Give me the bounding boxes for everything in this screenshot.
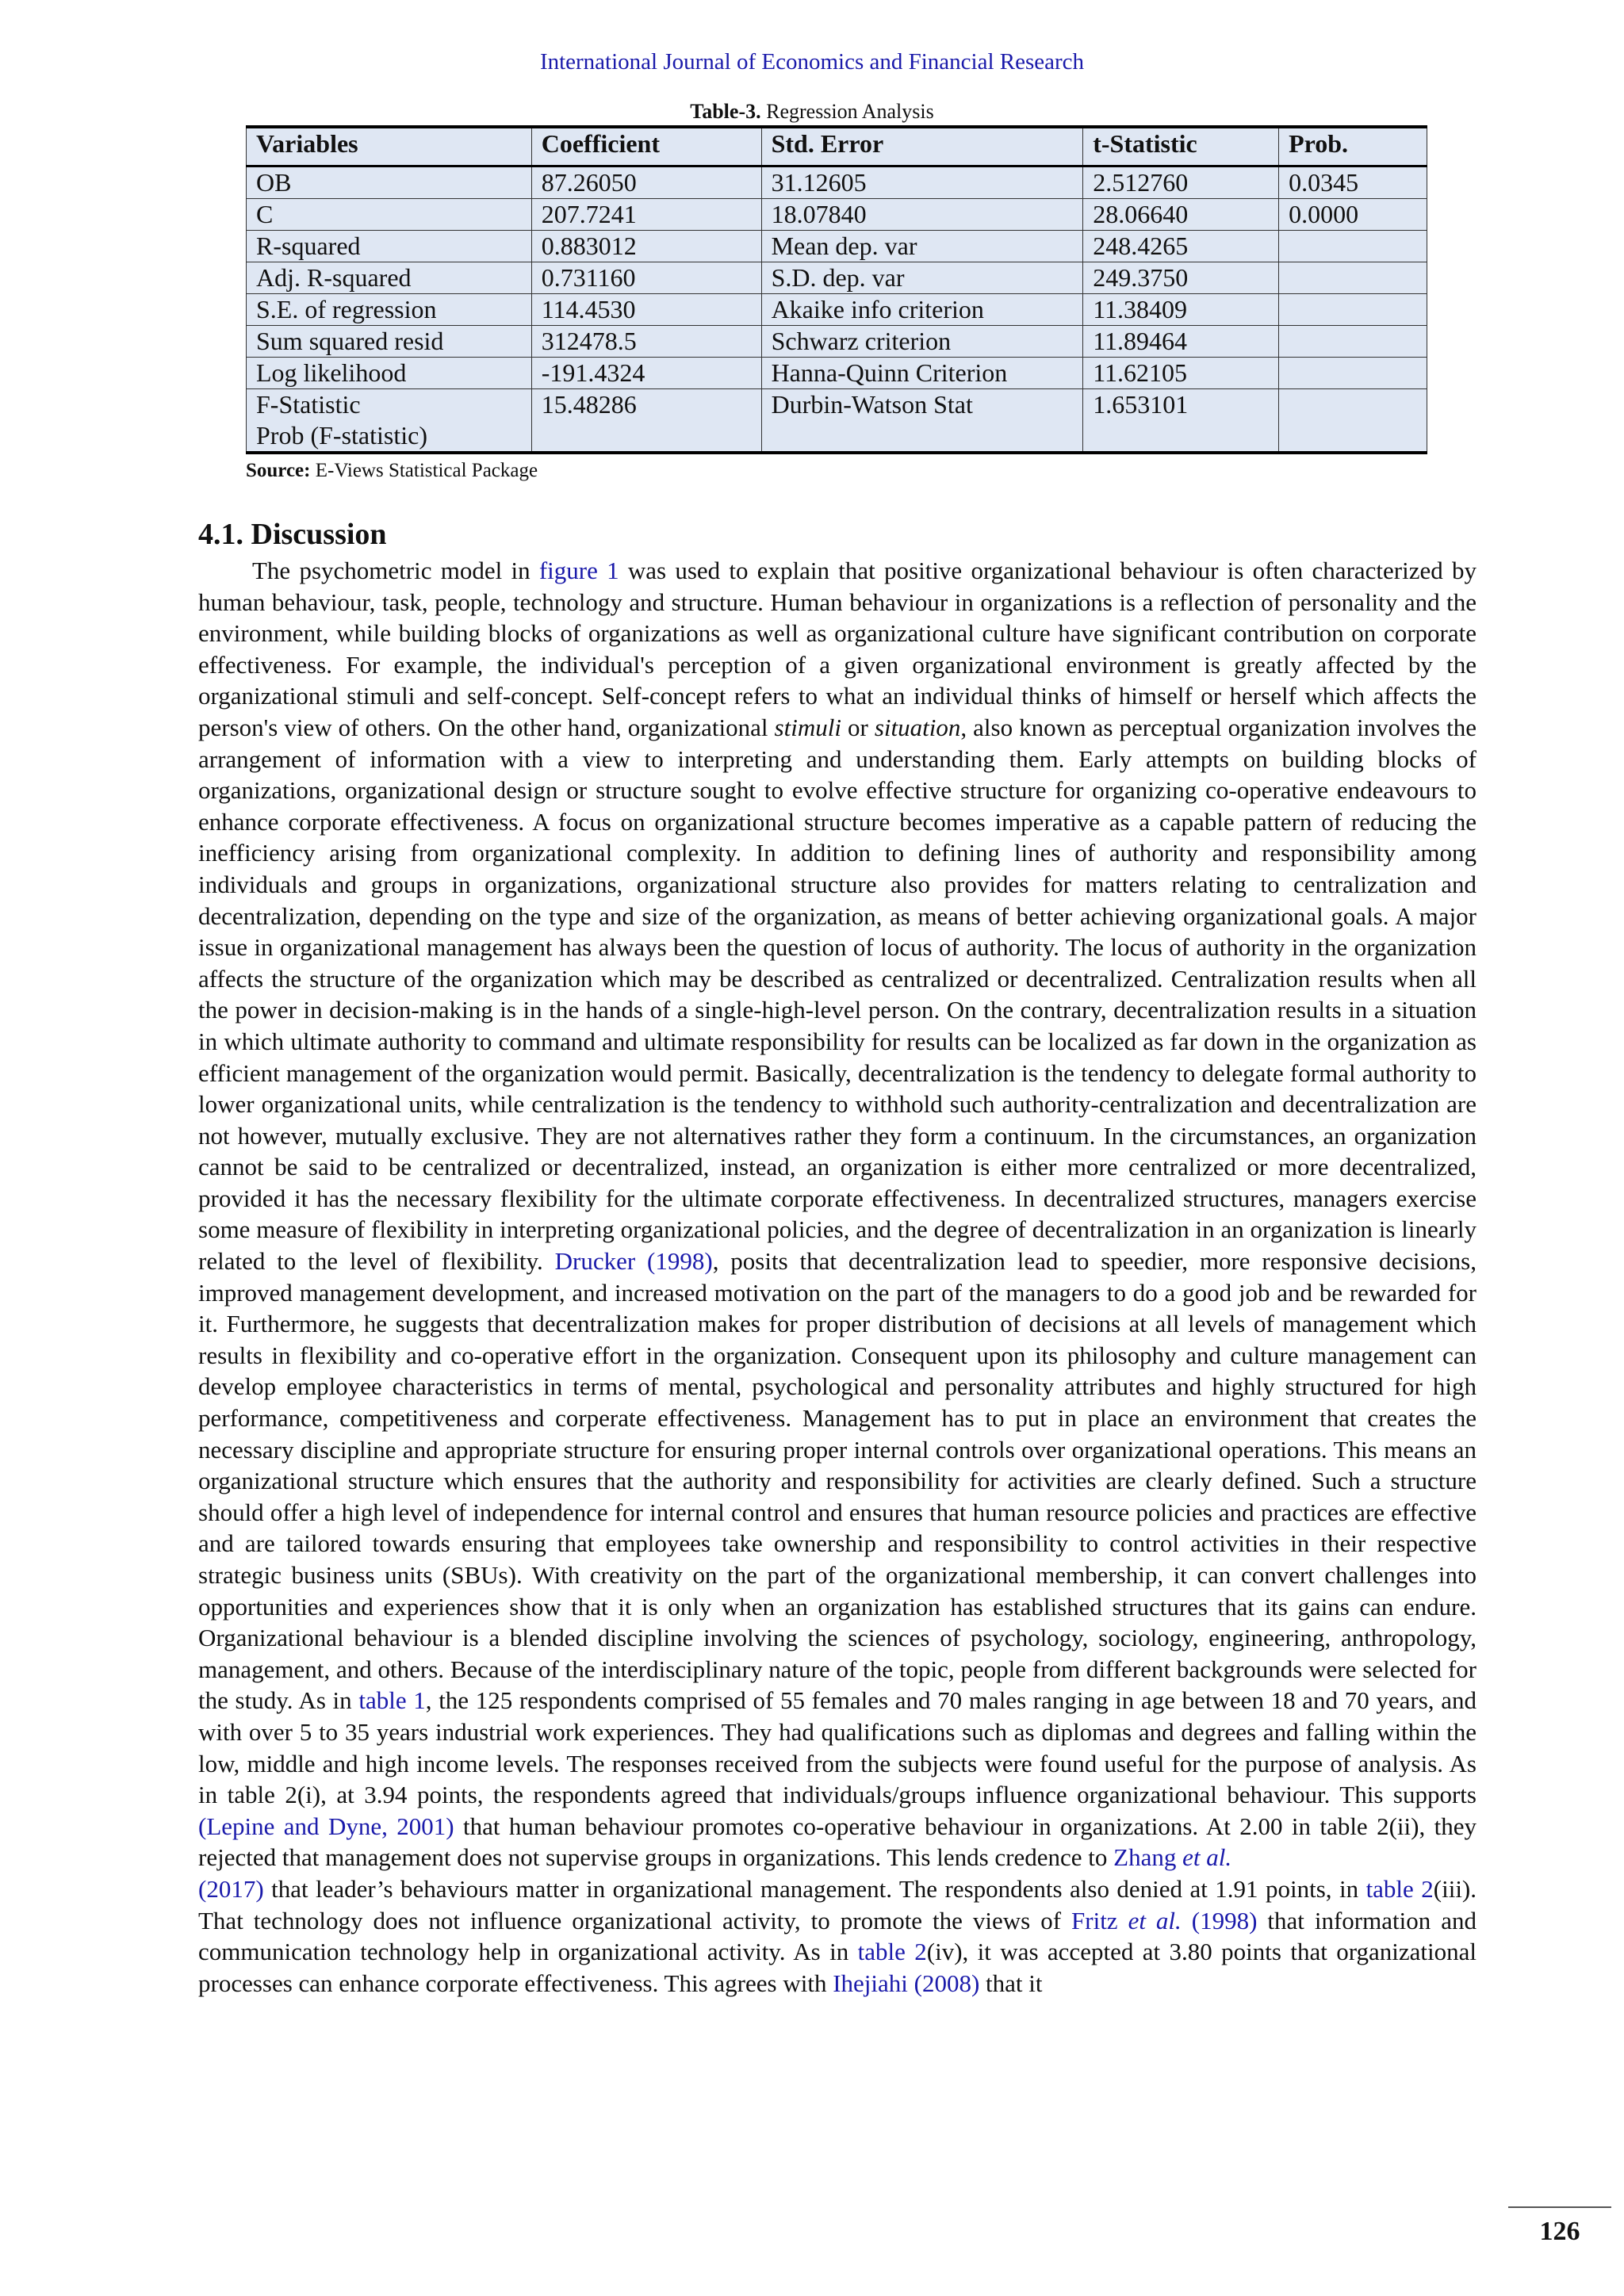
table-cell: 312478.5: [531, 326, 761, 358]
table-cell: [1279, 326, 1427, 358]
table-cell: Sum squared resid: [247, 326, 532, 358]
regression-table: [246, 125, 1427, 454]
table-row: [247, 262, 1427, 294]
table-cell: C: [247, 199, 532, 231]
table-cell: 28.06640: [1083, 199, 1279, 231]
table-caption-text: Regression Analysis: [760, 100, 934, 123]
source-text: E-Views Statistical Package: [310, 460, 538, 481]
table-cell: [1279, 389, 1427, 453]
table-row: [247, 294, 1427, 326]
table-cell: Durbin-Watson Stat: [761, 389, 1083, 453]
zhang-year-link[interactable]: (2017): [198, 1874, 264, 1903]
table-cell: Mean dep. var: [761, 231, 1083, 262]
table-cell: [1279, 231, 1427, 262]
table-cell: 18.07840: [761, 199, 1083, 231]
table-cell: 31.12605: [761, 166, 1083, 199]
lepine-citation-link[interactable]: (Lepine and Dyne, 2001): [198, 1812, 454, 1840]
table-cell: 11.62105: [1083, 358, 1279, 389]
table-cell: 114.4530: [531, 294, 761, 326]
fritz-year-link[interactable]: (1998): [1191, 1906, 1258, 1934]
table-cell: [1279, 358, 1427, 389]
table-cell: 0.731160: [531, 262, 761, 294]
header-cell: Std. Error: [761, 127, 1083, 166]
table-2-iv-link[interactable]: table 2: [857, 1938, 927, 1966]
table-row: [247, 358, 1427, 389]
table-cell: 0.0345: [1279, 166, 1427, 199]
drucker-citation-link[interactable]: Drucker (1998): [554, 1247, 713, 1276]
prob-f-statistic-label: Prob (F-statistic): [256, 421, 427, 450]
zhang-citation-link[interactable]: Zhang: [1113, 1843, 1177, 1872]
header-cell: t-Statistic: [1083, 127, 1279, 166]
header-cell: Prob.: [1279, 127, 1427, 166]
page-number: 126: [1539, 2217, 1580, 2246]
table-cell: Hanna-Quinn Criterion: [761, 358, 1083, 389]
table-cell: 248.4265: [1083, 231, 1279, 262]
table-cell: 0.883012: [531, 231, 761, 262]
fritz-et-al[interactable]: et al.: [1128, 1906, 1182, 1934]
ihejiahi-citation-link[interactable]: Ihejiahi (2008): [833, 1969, 980, 1997]
zhang-et-al[interactable]: et al.: [1182, 1843, 1232, 1872]
table-row: [247, 199, 1427, 231]
table-cell: Akaike info criterion: [761, 294, 1083, 326]
table-cell: [1279, 262, 1427, 294]
page-number-rule: [1508, 2206, 1611, 2208]
table-cell: 207.7241: [531, 199, 761, 231]
header-cell: Variables: [247, 127, 532, 166]
table-cell: 15.48286: [531, 389, 761, 453]
table-cell: 0.0000: [1279, 199, 1427, 231]
table-row: [247, 389, 1427, 453]
table-cell: S.D. dep. var: [761, 262, 1083, 294]
table-cell: 249.3750: [1083, 262, 1279, 294]
table-cell: [1279, 294, 1427, 326]
table-cell: 11.38409: [1083, 294, 1279, 326]
journal-header: International Journal of Economics and Financial Research: [539, 49, 1085, 75]
table-cell: S.E. of regression: [247, 294, 532, 326]
header-cell: Coefficient: [531, 127, 761, 166]
table-caption-label: Table-3.: [690, 100, 761, 123]
table-cell: 2.512760: [1083, 166, 1279, 199]
f-statistic-label: F-Statistic: [256, 390, 361, 419]
table-cell: [247, 389, 532, 453]
table-caption: [0, 100, 1624, 124]
table-cell: 1.653101: [1083, 389, 1279, 453]
table-2-link[interactable]: table 2: [1365, 1874, 1434, 1903]
discussion-paragraph: The psychometric model in figure 1 was used to explain that positive organizational behaviour is often characterized by human behaviour, task, people, technology and structure. Human behaviour in organizations is a reflection of personality and the environment, while building blocks of organizations as well as organizational culture have significant contribution on corporate effectiveness. For example, the individual's perception of a given organizational environment is greatly affected by the organizational stimuli and self-concept. Self-concept refers to what an individual thinks of himself or herself which affects the person's view of others. On the other hand, organizational stimuli or situation, also known as perceptual organization involves the arrangement of information with a view to interpreting and understanding them. Early attempts on building blocks of organizations, organizational design or structure sought to evolve effective structure for organizing co-operative endeavours to enhance corporate effectiveness. A focus on organizational structure becomes imperative as a capable pattern of reducing the inefficiency arising from organizational complexity. In addition to defining lines of authority and responsibility among individuals and groups in organizations, organizational structure also provides for matters relating to centralization and decentralization, depending on the type and size of the organization, as means of better achieving organizational goals. A major issue in organizational management has always been the question of locus of authority. The locus of authority in the organization affects the structure of the organization which may be described as centralized or decentralized. Centralization results when all the power in decision-making is in the hands of a single-high-level person. On the contrary, decentralization results in a situation in which ultimate authority to command and ultimate responsibility for results can be localized as far down in the organization as efficient management of the organization would permit. Basically, decentralization is the tendency to delegate formal authority to lower organizational units, while centralization is the tendency to withhold such authority-centralization and decentralization are not however, mutually exclusive. They are not alternatives rather they form a continuum. In the circumstances, an organization cannot be said to be centralized or decentralized, instead, an organization is either more centralized or more decentralized, provided it has the necessary flexibility for the ultimate corporate effectiveness. In decentralized structures, managers exercise some measure of flexibility in interpreting organizational policies, and the degree of decentralization in an organization is linearly related to the level of flexibility. Drucker (1998), posits that decentralization lead to speedier, more responsive decisions, improved management development, and increased motivation on the part of the managers to do a good job and be rewarded for it. Furthermore, he suggests that decentralization makes for proper distribution of decisions at all levels of management which results in flexibility and co-operative effort in the organization. Consequent upon its philosophy and culture management can develop employee characteristics in terms of mental, psychological and personality attributes and highly structured for high performance, competitiveness and corperate effectiveness. Management has to put in place an environment that creates the necessary discipline and appropriate structure for ensuring proper internal controls over organizational operations. This means an organizational structure which ensures that the authority and responsibility for activities are clearly defined. Such a structure should offer a high level of independence for internal control and ensures that human resource policies and practices are effective and are tailored towards ensuring that employees take ownership and responsibility to control activities in their respective strategic business units (SBUs). With creativity on the part of the organizational membership, it can convert challenges into opportunities and experiences show that it is only when an organization has established structures that its gains can endure. Organizational behaviour is a blended discipline involving the sciences of psychology, sociology, engineering, anthropology, management, and others. Because of the interdisciplinary nature of the topic, people from different backgrounds were selected for the study. As in table 1, the 125 respondents comprised of 55 females and 70 males ranging in age between 18 and 70 years, and with over 5 to 35 years industrial work experiences. They had qualifications such as diplomas and degrees and falling within the low, middle and high income levels. The responses received from the subjects were found useful for the purpose of analysis. As in table 2(i), at 3.94 points, the respondents agreed that individuals/groups influence organizational behaviour. This supports (Lepine and Dyne, 2001) that human behaviour promotes co-operative behaviour in organizations. At 2.00 in table 2(ii), they rejected that management does not supervise groups in organizations. This lends credence to Zhang et al. (2017) that leader’s behaviours matter in organizational management. The respondents also denied at 1.91 points, in table 2(iii). That technology does not influence organizational activity, to promote the views of Fritz et al. (1998) that information and communication technology help in organizational activity. As in table 2(iv), it was accepted at 3.80 points that organizational processes can enhance corporate effectiveness. This agrees with Ihejiahi (2008) that it: [198, 557, 1477, 1997]
table-cell: 11.89464: [1083, 326, 1279, 358]
table-row: [247, 166, 1427, 199]
table-1-link[interactable]: table 1: [358, 1686, 426, 1715]
table-cell: Log likelihood: [247, 358, 532, 389]
table-cell: OB: [247, 166, 532, 199]
table-cell: 87.26050: [531, 166, 761, 199]
table-cell: Schwarz criterion: [761, 326, 1083, 358]
section-title: 4.1. Discussion: [198, 518, 387, 551]
figure-1-link[interactable]: figure 1: [538, 557, 619, 584]
table-header-row: [247, 127, 1427, 166]
table-cell: -191.4324: [531, 358, 761, 389]
source-label: Source:: [246, 460, 311, 481]
table-source: [246, 460, 538, 482]
fritz-citation-link[interactable]: Fritz: [1071, 1906, 1118, 1934]
table-row: [247, 231, 1427, 262]
table-row: [247, 326, 1427, 358]
table-cell: Adj. R-squared: [247, 262, 532, 294]
table-cell: R-squared: [247, 231, 532, 262]
